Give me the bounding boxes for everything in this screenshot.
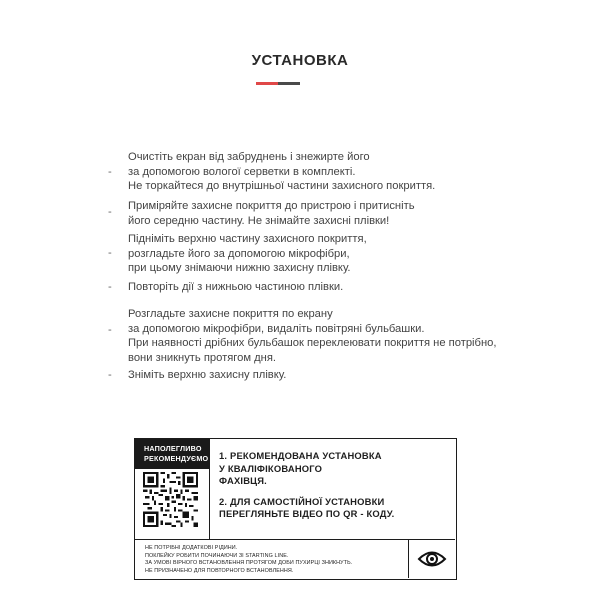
recommend-badge [135,439,210,469]
step-line: при цьому знімаючи нижню захисну плівку. [128,262,351,274]
bullet-dash: - [108,324,112,336]
bullet-dash: - [108,247,112,259]
step-line: за допомогою мікрофібри, видаліть повітряні бульбашки. [128,322,425,335]
rec1-line: 1. РЕКОМЕНДОВАНА УСТАНОВКА [219,450,382,461]
spacer [219,488,449,496]
step-line: Очистіть екран від забруднень і знежирте його [128,151,370,163]
notes [145,545,385,575]
rec1-line: ФАХІВЦЯ. [219,475,267,486]
step-line: його середню частину. Не знімайте захисні плівки! [128,214,390,227]
step-line: розгладьте його за допомогою мікрофібри, [128,247,350,260]
title-underline-dark [278,82,300,85]
note-line: НЕ ПОТРІБНІ ДОДАТКОВІ РІДИНИ. [145,545,238,551]
step-line: При наявності дрібних бульбашок переклеювати покриття не потрібно, [128,337,497,349]
card-bottom [135,539,455,579]
step-3 [108,232,528,276]
bullet-dash: - [108,166,112,178]
eye-icon [417,548,447,570]
rec2-line: ПЕРЕГЛЯНЬТЕ ВІДЕО ПО QR - КОДУ. [219,508,395,519]
step-1 [108,150,528,194]
note-line: ПОКЛЕЙКУ РОБИТИ ПОЧИНАЮЧИ ЗІ STARTING LINE. [145,552,289,559]
rec2-line: 2. ДЛЯ САМОСТІЙНОЇ УСТАНОВКИ [219,495,385,507]
step-line: Розгладьте захисне покриття по екрану [128,308,333,320]
card-top [135,439,455,539]
step-5 [108,307,528,365]
eye-box [408,540,455,578]
step-line: за допомогою вологої серветки в комплекті. [128,165,356,178]
step-4 [108,280,528,295]
qr-code-box [135,469,210,539]
note-line: ЗА УМОВІ ВІРНОГО ВСТАНОВЛЕННЯ ПРОТЯГОМ ДОБИ ПУХИРЦІ ЗНИКНУТЬ. [145,560,353,567]
step-line: Не торкайтеся до внутрішньої частини захисного покриття. [128,180,436,192]
step-6 [108,368,528,383]
step-line: вони зникнуть протягом дня. [128,351,277,364]
title-underline-red [256,82,278,85]
recommendation-text [219,450,449,521]
qr-code[interactable] [143,472,198,527]
step-line: Приміряйте захисне покриття до пристрою і притисніть [128,200,415,212]
badge-line: НАПОЛЕГЛИВО [144,444,202,453]
bullet-dash: - [108,206,112,218]
recommendation-card [134,438,457,580]
bullet-dash: - [108,369,112,381]
bullet-dash: - [108,281,112,293]
note-line: НЕ ПРИЗНАЧЕНО ДЛЯ ПОВТОРНОГО ВСТАНОВЛЕННЯ. [145,567,294,574]
step-line: Зніміть верхню захисну плівку. [128,369,287,381]
page-title: УСТАНОВКА [251,52,349,69]
step-2 [108,199,528,228]
step-line: Підніміть верхню частину захисного покриття, [128,233,367,245]
badge-line: РЕКОМЕНДУЄМО [144,454,209,463]
rec1-line: У КВАЛІФІКОВАНОГО [219,462,323,474]
step-line: Повторіть дії з нижньою частиною плівки. [128,281,344,293]
